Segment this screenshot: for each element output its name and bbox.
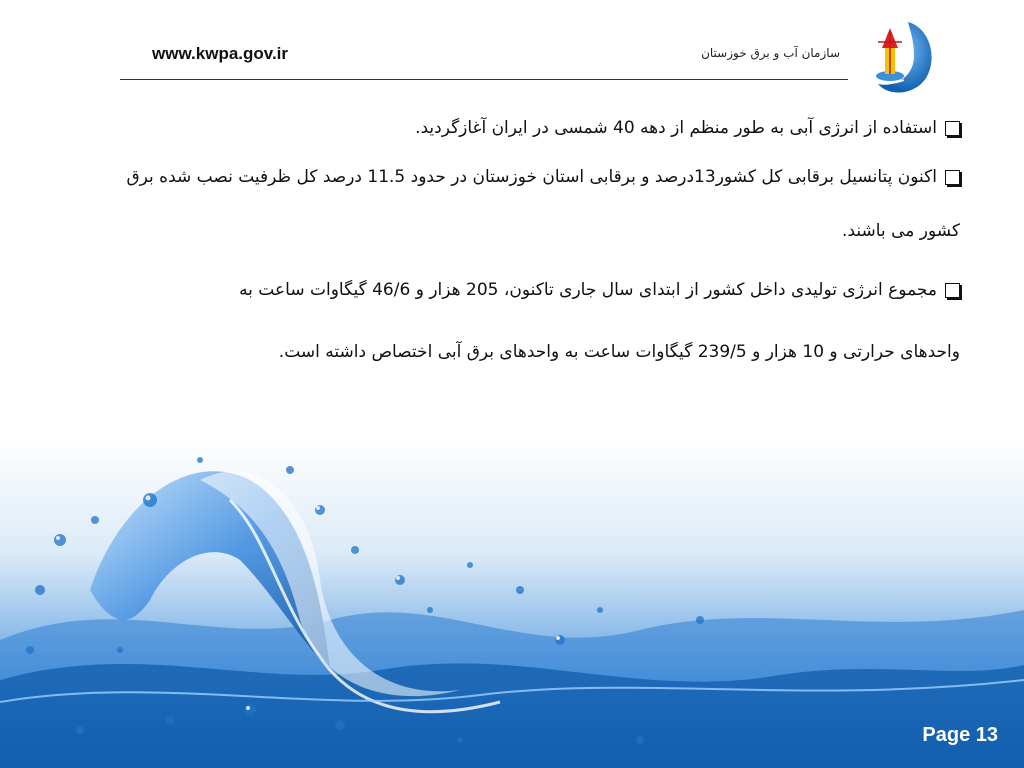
- website-url[interactable]: www.kwpa.gov.ir: [152, 44, 289, 63]
- bullet-text: مجموع انرژی تولیدی داخل کشور از ابتدای سال جاری تاکنون، 205 هزار و 46/6 گیگاوات ساعت به: [239, 280, 937, 300]
- bullet-text: اکنون پتانسیل برقابی کل کشور13درصد و برقابی استان خوزستان در حدود 11.5 درصد کل ظرفیت نصب شده برق کشور می باشند.: [126, 167, 960, 241]
- bullet-text: واحدهای حرارتی و 10 هزار و 239/5 گیگاوات ساعت به واحدهای برق آبی اختصاص داشته است.: [278, 342, 960, 362]
- header-divider: [120, 79, 848, 80]
- bullet-item: [100, 272, 960, 308]
- organization-logo: [868, 18, 938, 98]
- bullet-item: [100, 150, 960, 258]
- bullet-checkbox-icon: [945, 283, 960, 298]
- page-number: Page 13: [922, 724, 998, 746]
- bullet-checkbox-icon: [945, 121, 960, 136]
- bullet-checkbox-icon: [945, 170, 960, 185]
- bullet-list: [100, 108, 960, 370]
- organization-name: سازمان آب و برق خوزستان: [701, 46, 840, 60]
- bullet-continuation: [100, 334, 960, 370]
- bullet-item: [100, 108, 960, 148]
- water-splash-image: [0, 440, 1024, 768]
- bullet-text: استفاده از انرژی آبی به طور منظم از دهه 40 شمسی در ایران آغازگردید.: [415, 118, 937, 138]
